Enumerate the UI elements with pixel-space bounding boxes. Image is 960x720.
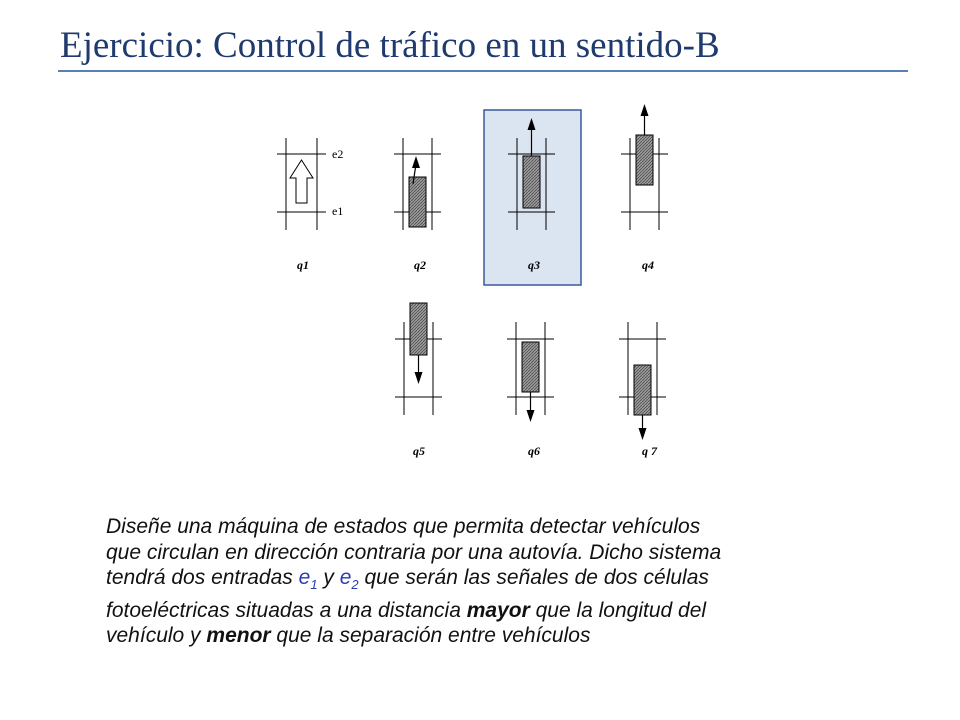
state-label-q4: q4	[642, 258, 654, 272]
state-label-q5: q5	[413, 444, 425, 458]
vehicle	[523, 156, 540, 208]
state-label-q2: q2	[414, 258, 426, 272]
text-line: que circulan en dirección contraria por una autovía. Dicho sistema	[106, 540, 722, 564]
state-label-q7: q 7	[642, 444, 657, 458]
input-letter: e	[339, 566, 352, 589]
sensor-label-e1: e1	[332, 204, 344, 218]
text-segment: y	[317, 566, 340, 589]
text-segment: que la separación entre vehículos	[270, 624, 591, 648]
emphasis-menor: menor	[206, 624, 271, 648]
slide-title: Ejercicio: Control de tráfico en un sentido-B	[60, 25, 720, 66]
text-segment: fotoeléctricas situadas a una distancia	[106, 598, 467, 622]
state-q4	[621, 104, 668, 272]
state-q5	[395, 303, 442, 458]
vehicle	[522, 342, 539, 392]
text-line	[106, 623, 906, 649]
text-line	[106, 598, 906, 624]
input-letter: e	[298, 566, 311, 589]
up-arrow-icon	[412, 156, 420, 168]
input-subscript: 2	[351, 577, 359, 593]
state-label-q3: q3	[528, 258, 540, 272]
text-line: Diseñe una máquina de estados que permita detectar vehículos	[106, 515, 701, 538]
state-label-q1: q1	[297, 258, 309, 272]
down-arrow-icon	[527, 410, 535, 422]
text-segment: que serán las señales de dos células	[358, 566, 709, 589]
vehicle	[636, 135, 653, 185]
text-line	[106, 565, 906, 598]
state-q1	[277, 138, 343, 272]
vehicle	[409, 177, 426, 227]
vehicle	[634, 365, 651, 415]
vehicle	[410, 303, 427, 355]
text-segment: tendrá dos entradas	[106, 566, 299, 589]
input-e2	[339, 566, 359, 593]
text-segment: que la longitud del	[529, 598, 707, 622]
input-e1	[298, 566, 318, 593]
state-q2	[394, 138, 441, 272]
up-arrow-icon	[641, 104, 649, 116]
state-q6	[507, 322, 554, 458]
exercise-description	[106, 514, 906, 649]
state-q7	[619, 322, 666, 458]
down-arrow-icon	[639, 428, 647, 440]
sensor-label-e2: e2	[332, 147, 344, 161]
text-segment: vehículo y	[106, 624, 207, 648]
down-arrow-icon	[415, 372, 423, 384]
up-outline-arrow-icon	[290, 160, 313, 203]
state-label-q6: q6	[528, 444, 540, 458]
emphasis-mayor: mayor	[466, 598, 530, 622]
input-subscript: 1	[310, 577, 318, 593]
